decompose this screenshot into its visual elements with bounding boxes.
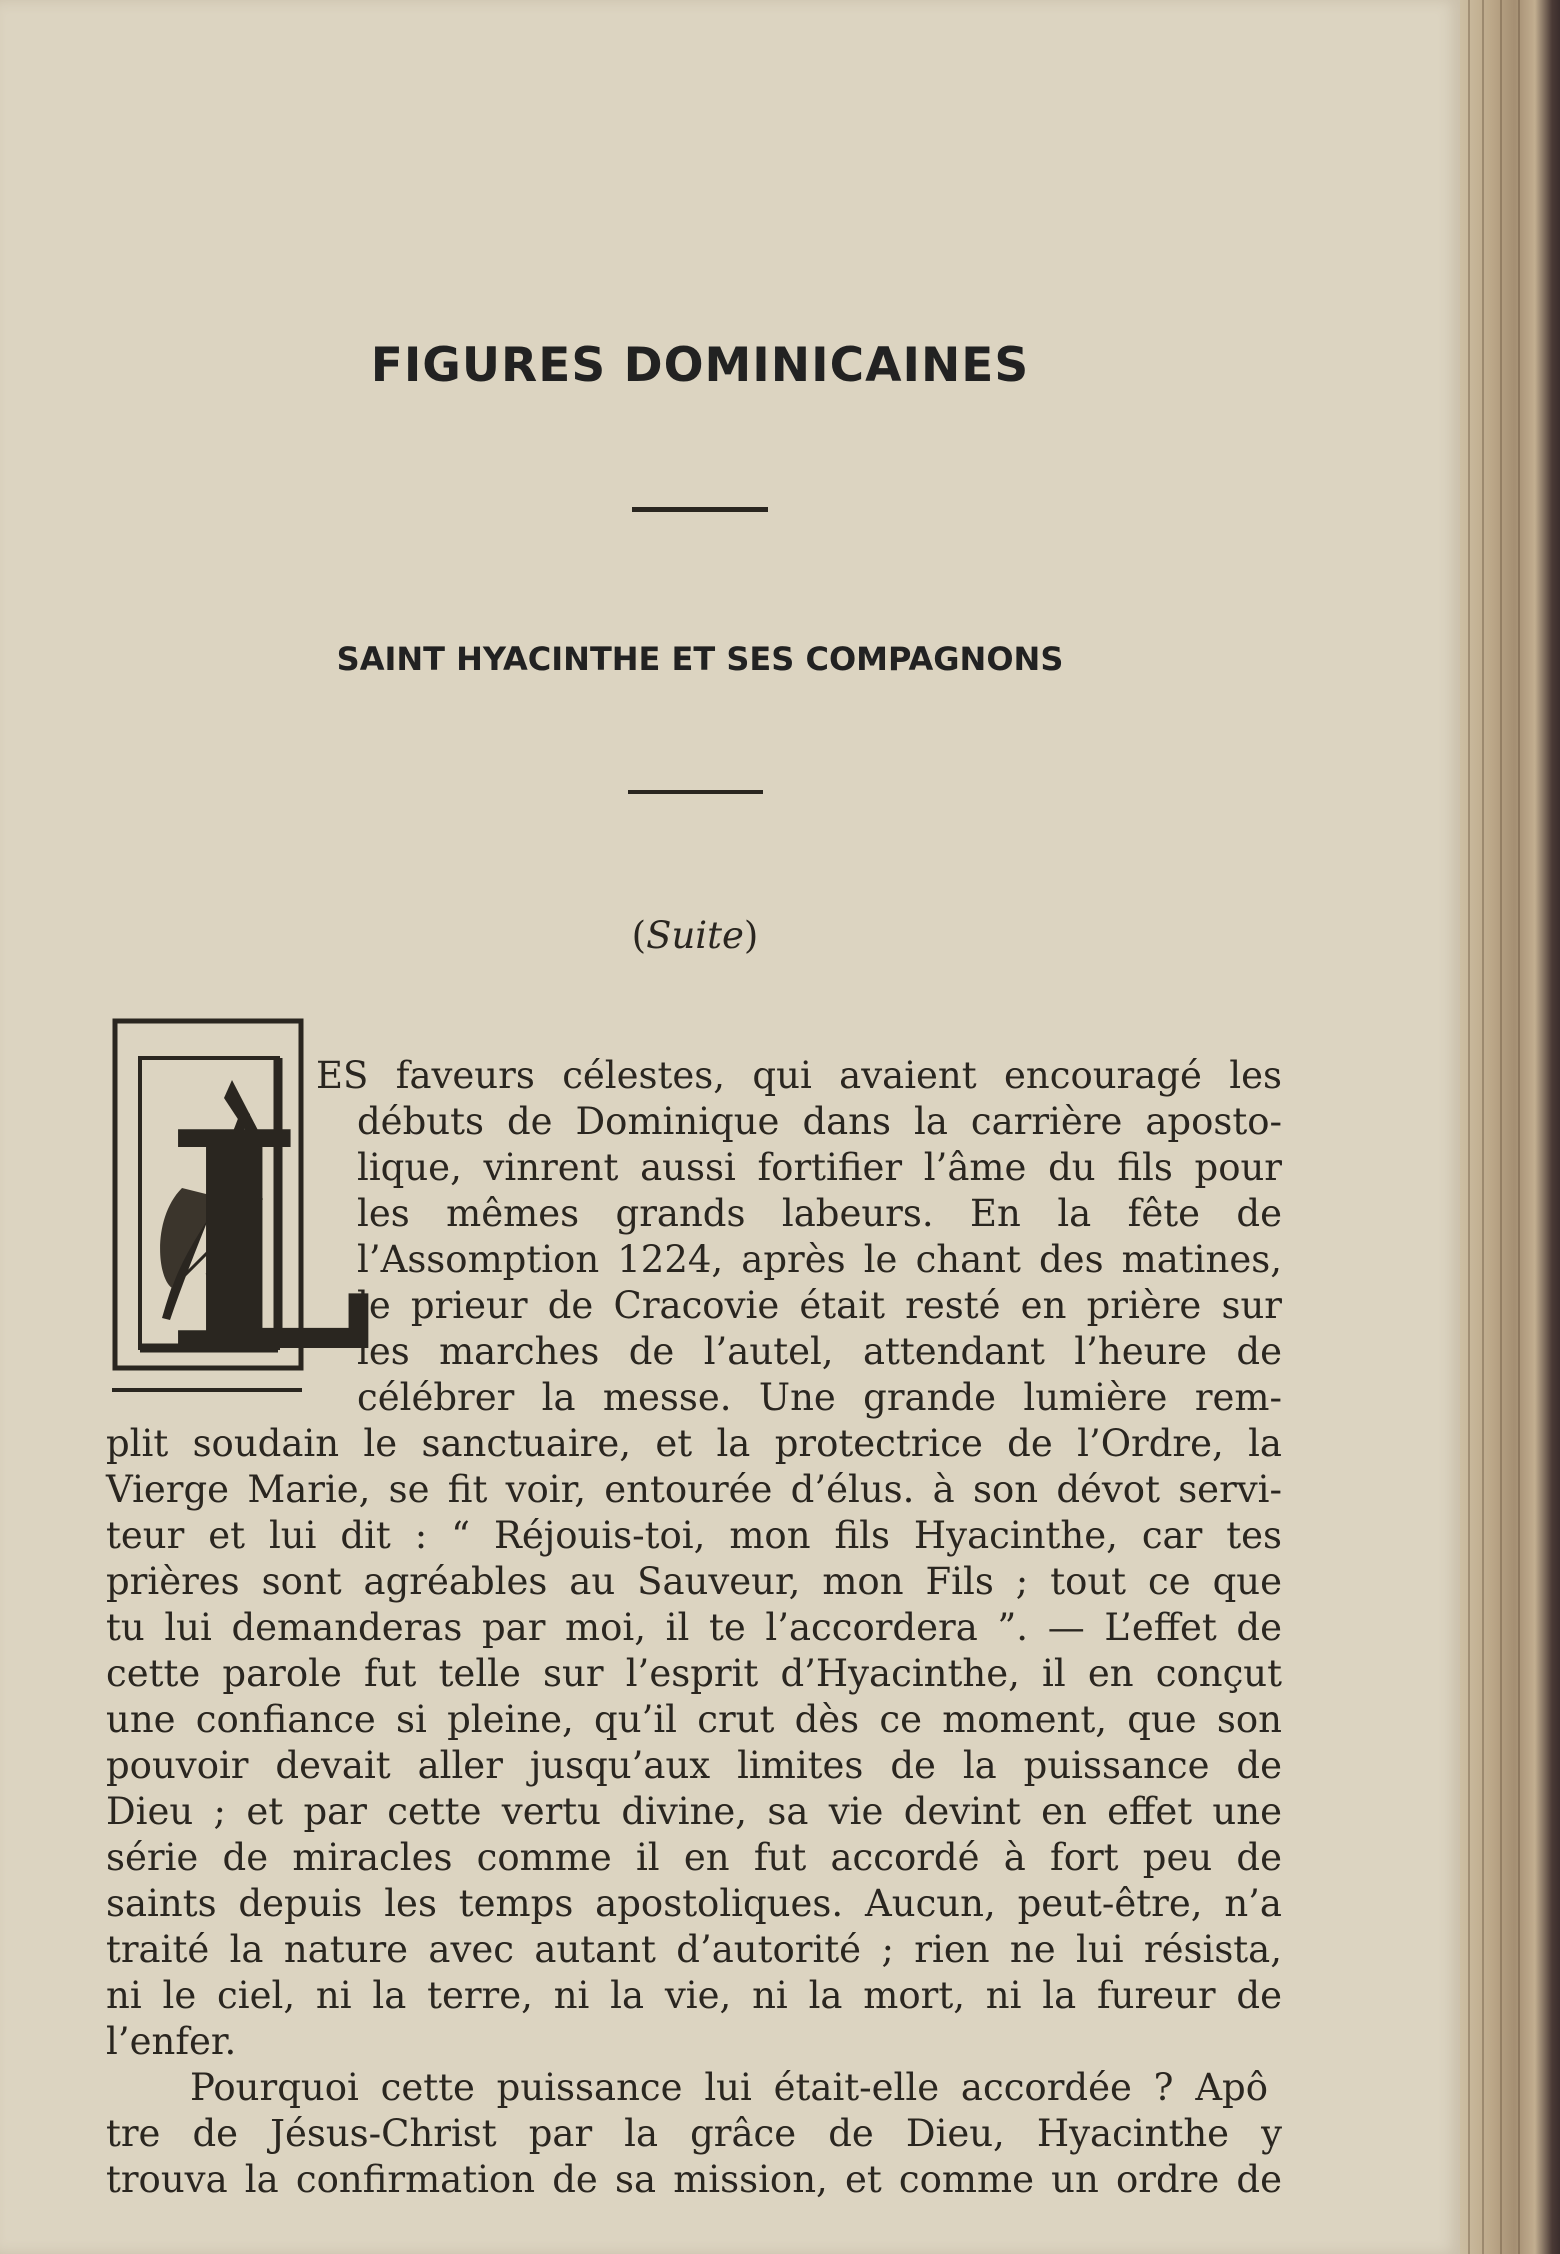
- page-title: FIGURES DOMINICAINES: [370, 338, 1030, 393]
- text-line: l’enfer.: [106, 2020, 237, 2063]
- chapter-subtitle: SAINT HYACINTHE ET SES COMPAGNONS: [336, 640, 1064, 678]
- continuation-note: (Suite): [631, 914, 759, 957]
- text-line: cette parole fut telle sur l’esprit d’Hyacinthe, il en conçut: [106, 1652, 1282, 1695]
- text-line: Dieu ; et par cette vertu divine, sa vie devint en effet une: [106, 1790, 1282, 1833]
- text-line: trouva la confirmation de sa mission, et comme un ordre de: [106, 2158, 1282, 2201]
- text-line: teur et lui dit : “ Réjouis-toi, mon fils Hyacinthe, car tes: [106, 1514, 1282, 1557]
- text-line: ES faveurs célestes, qui avaient encouragé les: [316, 1054, 1282, 1097]
- text-line: ni le ciel, ni la terre, ni la vie, ni la mort, ni la fureur de: [106, 1974, 1282, 2017]
- text-line: les mêmes grands labeurs. En la fête de: [357, 1192, 1282, 1235]
- text-line: tre de Jésus-Christ par la grâce de Dieu, Hyacinthe y: [106, 2112, 1282, 2155]
- text-line: débuts de Dominique dans la carrière aposto-: [357, 1100, 1282, 1143]
- text-line: prières sont agréables au Sauveur, mon Fils ; tout ce que: [106, 1560, 1282, 1603]
- text-line: Pourquoi cette puissance lui était-elle accordée ? Apô: [190, 2066, 1268, 2109]
- drop-cap-letter: L: [164, 1066, 375, 1419]
- text-line: l’Assomption 1224, après le chant des matines,: [357, 1238, 1282, 1281]
- text-line: célébrer la messe. Une grande lumière rem-: [357, 1376, 1282, 1419]
- text-line: tu lui demanderas par moi, il te l’accordera ”. — L’effet de: [106, 1606, 1282, 1649]
- text-line: le prieur de Cracovie était resté en prière sur: [357, 1284, 1282, 1327]
- text-line: Vierge Marie, se fit voir, entourée d’élus. à son dévot servi-: [106, 1468, 1282, 1511]
- text-line: saints depuis les temps apostoliques. Aucun, peut-être, n’a: [106, 1882, 1282, 1925]
- drop-cap: [112, 1018, 375, 1419]
- text-line: traité la nature avec autant d’autorité ; rien ne lui résista,: [106, 1928, 1282, 1971]
- text-line: lique, vinrent aussi fortifier l’âme du fils pour: [357, 1146, 1282, 1189]
- page-edge-binding: [1460, 0, 1560, 2254]
- text-line: plit soudain le sanctuaire, et la protectrice de l’Ordre, la: [106, 1422, 1282, 1465]
- text-line: pouvoir devait aller jusqu’aux limites de la puissance de: [106, 1744, 1282, 1787]
- subtitle-rule: [628, 790, 763, 794]
- text-line: les marches de l’autel, attendant l’heure de: [357, 1330, 1282, 1373]
- continuation-word: Suite: [646, 914, 744, 957]
- title-rule: [632, 507, 768, 512]
- text-line: une confiance si pleine, qu’il crut dès ce moment, que son: [106, 1698, 1282, 1741]
- text-line: série de miracles comme il en fut accordé à fort peu de: [106, 1836, 1282, 1879]
